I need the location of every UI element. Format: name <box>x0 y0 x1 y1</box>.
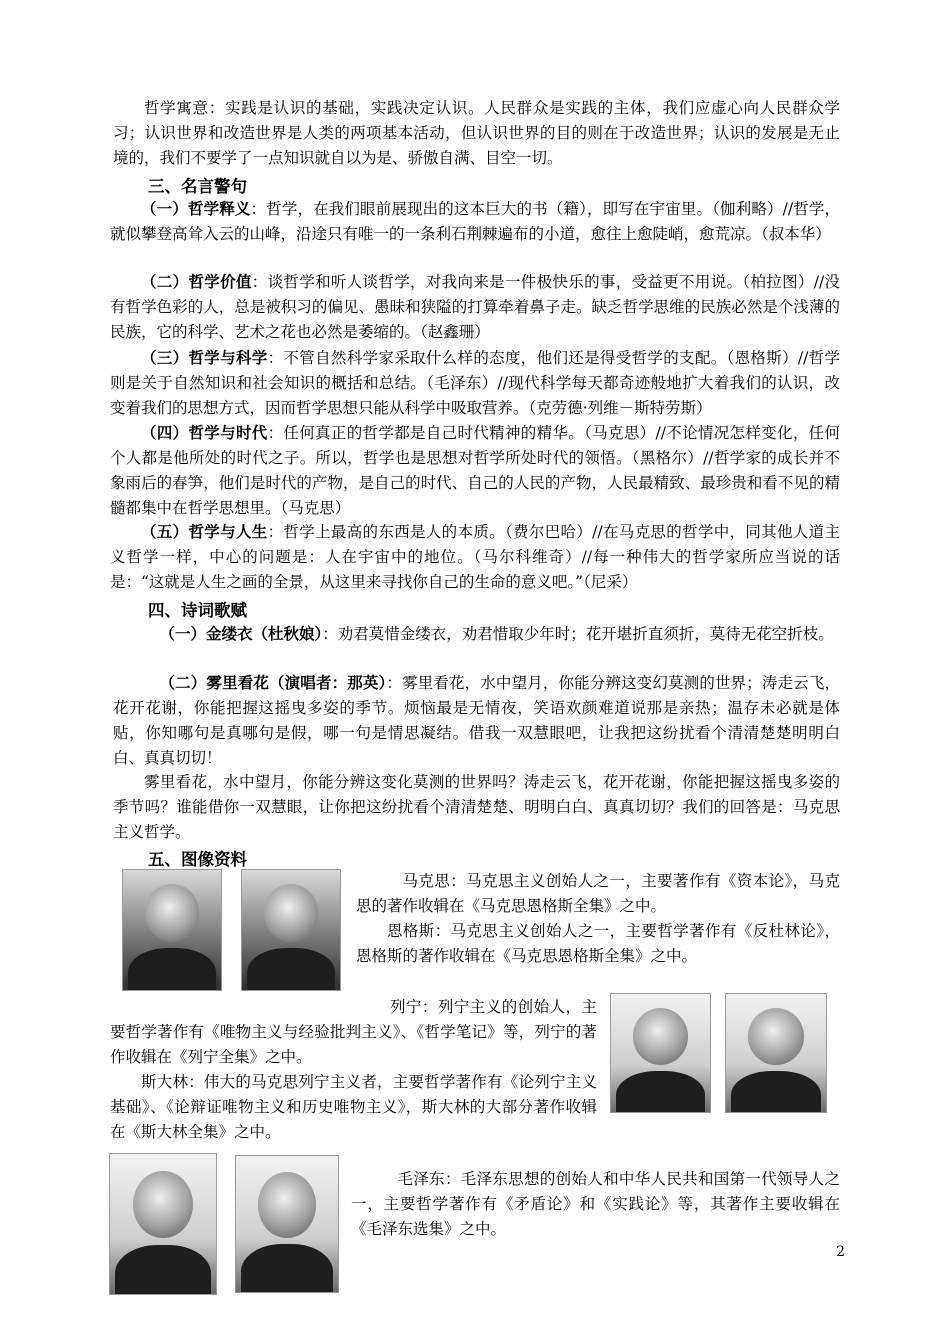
caption-lenin: 列宁：列宁主义的创始人，主要哲学著作有《唯物主义与经验批判主义》、《哲学笔记》等，列宁的著作收辑在《列宁全集》之中。 <box>110 998 597 1066</box>
quote-label: （四）哲学与时代 <box>141 424 268 442</box>
quote-label: （二）哲学价值 <box>141 273 252 291</box>
caption-engels: 恩格斯：马克思主义创始人之一，主要哲学著作有《反杜林论》，恩格斯的著作收辑在《马克思恩格斯全集》之中。 <box>356 922 840 965</box>
poem-text: ：雾里看花，水中望月，你能分辨这变幻莫测的世界；涛走云飞，花开花谢，你能把握这摇曳多姿的季节。烦恼最是无情夜，笑语欢颜难道说那是亲热；温存未必就是体贴，你知哪句是真哪句是假，哪一句是情思凝结。借我一双慧眼吧，让我把这纷扰看个清清楚楚明明白白、真真切切！ <box>113 674 840 767</box>
quote-label: （五）哲学与人生 <box>141 523 268 541</box>
portrait-body-shape <box>115 1245 210 1295</box>
section-heading-images: 五、图像资料 <box>148 850 247 869</box>
portrait-marx-image <box>122 869 222 991</box>
poem-golden-robe <box>113 622 840 647</box>
portrait-head-shape <box>133 1171 192 1238</box>
quote-philosophy-value <box>110 270 840 345</box>
quote-philosophy-life <box>110 520 840 595</box>
quote-text: ：任何真正的哲学都是自己时代精神的精华。（马克思）//不论情况怎样变化，任何个人都是他所处的时代之子。所以，哲学也是思想对哲学所处时代的领悟。（黑格尔）//哲学家的成长并不象雨后的春笋，他们是时代的产物，是自己的时代、自己的人民的产物，人民最精致、最珍贵和看不见的精髓都集中在哲学思想里。（马克思） <box>110 424 840 517</box>
portrait-head-shape <box>145 884 200 942</box>
intro-paragraph: 哲学寓意：实践是认识的基础，实践决定认识。人民群众是实践的主体，我们应虚心向人民群众学习；认识世界和改造世界是人类的两项基本活动，但认识世界的目的则在于改造世界；认识的发展是无止境的，我们不要学了一点知识就自以为是、骄傲自满、目空一切。 <box>113 99 840 167</box>
section-heading-poems: 四、诗词歌赋 <box>148 601 247 620</box>
portrait-lenin-image <box>610 993 711 1113</box>
quote-text: ：谈哲学和听人谈哲学，对我向来是一件极快乐的事，受益更不用说。（柏拉图）//没有哲学色彩的人，总是被积习的偏见、愚昧和狭隘的打算牵着鼻子走。缺乏哲学思维的民族必然是个浅薄的民族，它的科学、艺术之花也必然是萎缩的。（赵鑫珊） <box>110 273 840 341</box>
section-heading-quotes: 三、名言警句 <box>148 177 247 196</box>
caption-marx: 马克思：马克思主义创始人之一，主要著作有《资本论》，马克思的著作收辑在《马克思恩格斯全集》之中。 <box>356 872 840 915</box>
quote-label: （三）哲学与科学 <box>141 349 268 367</box>
portrait-body-shape <box>247 948 335 991</box>
caption-stalin: 斯大林：伟大的马克思列宁主义者，主要哲学著作有《论列宁主义基础》、《论辩证唯物主义和历史唯物主义》，斯大林的大部分著作收辑在《斯大林全集》之中。 <box>110 1073 597 1141</box>
portrait-head-shape <box>633 1008 688 1065</box>
portrait-body-shape <box>128 948 216 991</box>
poem-label: （一）金缕衣（杜秋娘） <box>159 625 323 643</box>
portrait-head-shape <box>258 1172 315 1237</box>
portrait-mao-image <box>109 1153 217 1295</box>
portrait-deng-image <box>235 1155 339 1293</box>
poem-label: （二）雾里看花（演唱者：那英） <box>159 674 387 692</box>
quote-label: （一）哲学释义 <box>141 200 251 218</box>
poem-commentary: 雾里看花，水中望月，你能分辨这变化莫测的世界吗？涛走云飞，花开花谢，你能把握这摇曳多姿的季节吗？谁能借你一双慧眼，让你把这纷扰看个清清楚楚、明明白白、真真切切？我们的回答是：马克思主义哲学。 <box>113 773 840 841</box>
portrait-body-shape <box>731 1071 821 1113</box>
page-number: 2 <box>836 1244 845 1260</box>
quote-text: ：哲学，在我们眼前展现出的这本巨大的书（籍），即写在宇宙里。（伽利略）//哲学，就似攀登高耸入云的山峰，沿途只有唯一的一条利石荆棘遍布的小道，愈往上愈陡峭，愈荒凉。（叔本华） <box>110 200 840 243</box>
quote-text: ：哲学上最高的东西是人的本质。（费尔巴哈）//在马克思的哲学中，同其他人道主义哲学一样，中心的问题是：人在宇宙中的地位。（马尔科维奇）//每一种伟大的哲学家所应当说的话是：“这就是人生之画的全景，从这里来寻找你自己的生命的意义吧。”（尼采） <box>110 523 840 591</box>
quote-philosophy-definition <box>110 197 840 247</box>
quote-philosophy-science <box>110 346 840 421</box>
portrait-stalin-image <box>725 993 827 1113</box>
caption-mao: 毛泽东：毛泽东思想的创始人和中华人民共和国第一代领导人之一，主要哲学著作有《矛盾论》和《实践论》等，其著作主要收辑在《毛泽东选集》之中。 <box>351 1170 840 1238</box>
quote-philosophy-era <box>110 421 840 521</box>
poem-text: ：劝君莫惜金缕衣，劝君惜取少年时；花开堪折直须折，莫待无花空折枝。 <box>322 625 834 643</box>
poem-fog-flowers <box>113 671 840 771</box>
portrait-engels-image <box>241 869 341 991</box>
portrait-head-shape <box>264 884 319 942</box>
portrait-head-shape <box>748 1008 804 1065</box>
portrait-body-shape <box>616 1071 705 1113</box>
quote-text: ：不管自然科学家采取什么样的态度，他们还是得受哲学的支配。（恩格斯）//哲学则是关于自然知识和社会知识的概括和总结。（毛泽东）//现代科学每天都奇迹般地扩大着我们的认识，改变着我们的思想方式，因而哲学思想只能从科学中吸取营养。（克劳德·列维－斯特劳斯） <box>110 349 840 417</box>
portrait-body-shape <box>241 1244 333 1293</box>
